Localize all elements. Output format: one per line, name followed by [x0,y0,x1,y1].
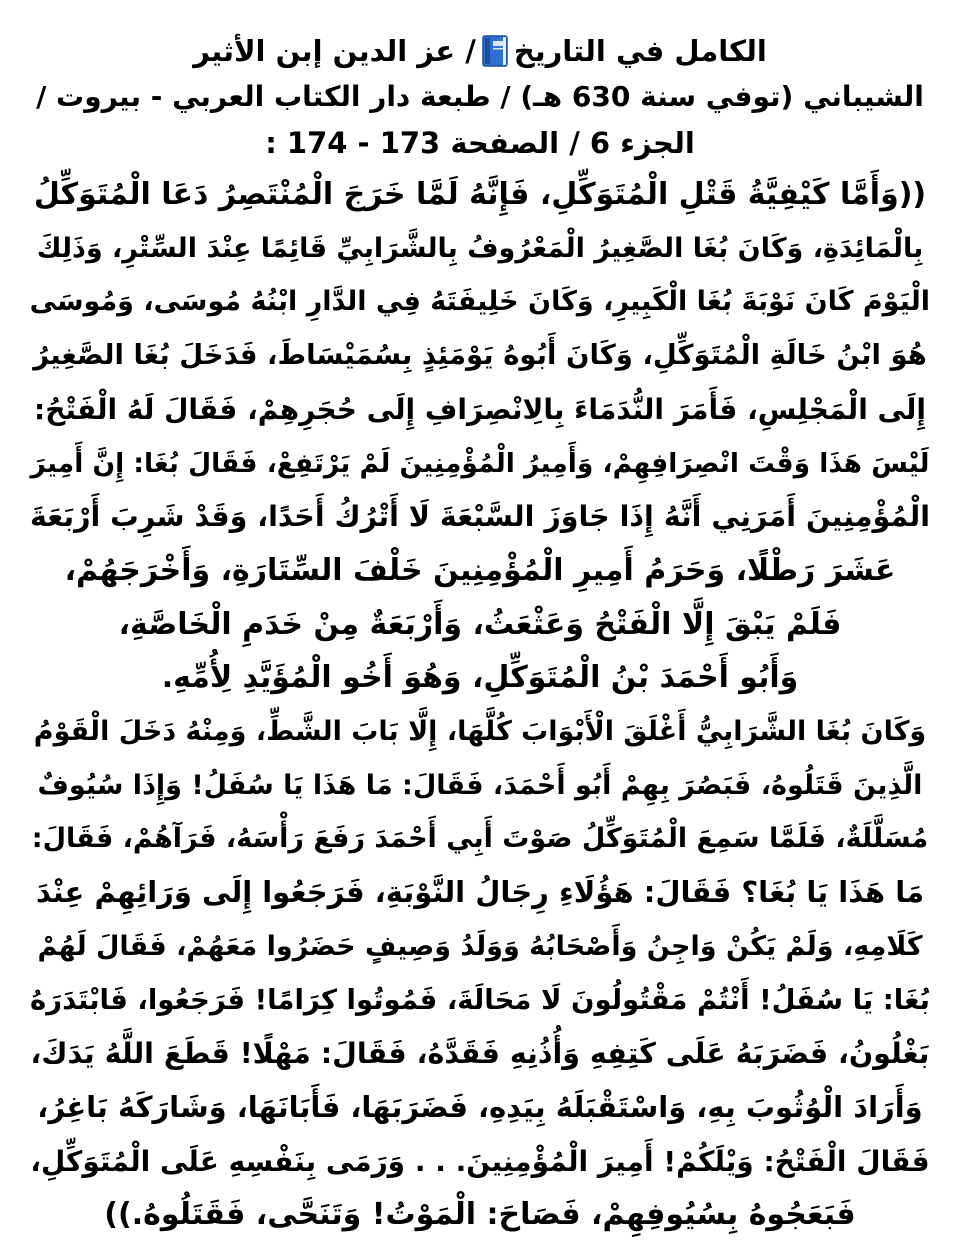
citation-header [30,28,930,166]
passage-line: عَشَرَ رَطْلًا، وَحَرَمُ أَمِيرِ الْمُؤْمِنِينَ خَلْفَ السِّتَارَةِ، وَأَخْرَجَهُمْ، [64,552,896,588]
passage-line: كَلَامِهِ، وَلَمْ يَكُنْ وَاجِنُ وَأَصْحَابُهُ وَوَلَدُ وَصِيفٍ حَضَرُوا مَعَهُمْ، فَقَالَ لَهُمْ [37,930,923,962]
passage-line: بُغَا: يَا سُفَلُ! أَنْتُمْ مَقْتُولُونَ لَا مَحَالَةَ، فَمُوتُوا كِرَامًا! فَرَجَعُوا، فَابْتَدَرَهُ [30,983,930,1016]
passage-line: إِلَى الْمَجْلِسِ، فَأَمَرَ النُّدَمَاءَ بِالِانْصِرَافِ إِلَى حُجَرِهِمْ، فَقَالَ لَهُ الْفَتْحُ: [34,392,926,426]
passage-line: هُوَ ابْنُ خَالَةِ الْمُتَوَكِّلِ، وَكَانَ أَبُوهُ يَوْمَئِذٍ بِسُمَيْسَاطَ، فَدَخَلَ بُغَا الصَّغِيرُ [33,339,927,372]
passage-line: فَقَالَ الْفَتْحُ: وَيْلَكُمْ! أَمِيرَ الْمُؤْمِنِينَ. . . وَرَمَى بِنَفْسِهِ عَلَى الْمُتَوَكِّلِ، [30,1144,930,1178]
passage-line: ((وَأَمَّا كَيْفِيَّةُ قَتْلِ الْمُتَوَكِّلِ، فَإِنَّهُ لَمَّا خَرَجَ الْمُنْتَصِرُ دَعَا الْمُتَوَكِّلُ [33,177,927,212]
citation-line-3: الجزء 6 / الصفحة 173 - 174 : [265,126,695,160]
passage-line: وَأَبُو أَحْمَدَ بْنُ الْمُتَوَكِّلِ، وَهُوَ أَخُو الْمُؤَيَّدِ لِأُمِّهِ. [161,660,799,696]
passage-line: الْمُؤْمِنِينَ أَمَرَنِي أَنَّهُ إِذَا جَاوَزَ السَّبْعَةَ لَا أَتْرُكُ أَحَدًا، وَقَدْ شَرِبَ أَرْبَعَةَ [30,500,930,534]
passage-line: مَا هَذَا يَا بُغَا؟ فَقَالَ: هَؤُلَاءِ رِجَالُ النَّوْبَةِ، فَرَجَعُوا إِلَى وَرَائِهِمْ عِنْدَ [35,875,925,910]
passage-line: وَكَانَ بُغَا الشَّرَابِيُّ أَغْلَقَ الْأَبْوَابَ كُلَّهَا، إِلَّا بَابَ الشَّطِّ، وَمِنْهُ دَخَلَ الْقَوْمُ [33,716,927,748]
passage-line: وَأَرَادَ الْوُثُوبَ بِهِ، وَاسْتَقْبَلَهُ بِيَدِهِ، فَضَرَبَهَا، فَأَبَانَهَا، وَشَارَكَهُ بَاغِرُ، [37,1089,923,1124]
passage-line: الْيَوْمَ كَانَ نَوْبَةَ بُغَا الْكَبِيرِ، وَكَانَ خَلِيفَتَهُ فِي الدَّارِ ابْنُهُ مُوسَى، وَمُوسَى [29,286,930,318]
book-author: / عز الدين إبن الأثير [193,34,476,68]
passage-line: مُسَلَّلَةٌ، فَلَمَّا سَمِعَ الْمُتَوَكِّلُ صَوْتَ أَبِي أَحْمَدَ رَفَعَ رَأْسَهُ، فَرَآهُمْ، فَقَالَ: [31,823,929,855]
passage-line: فَبَعَجُوهُ بِسُيُوفِهِمْ، فَصَاحَ: الْمَوْتُ! وَتَنَحَّى، فَقَتَلُوهُ.)) [104,1197,856,1233]
blue-book-icon [482,34,508,66]
passage-line: فَلَمْ يَبْقَ إِلَّا الْفَتْحُ وَعَثْعَثُ، وَأَرْبَعَةٌ مِنْ خَدَمِ الْخَاصَّةِ، [118,606,842,642]
citation-line-2: الشيباني (توفي سنة 630 هـ) / طبعة دار الكتاب العربي - بيروت / [36,80,924,113]
passage-line: بِالْمَائِدَةِ، وَكَانَ بُغَا الصَّغِيرُ الْمَعْرُوفُ بِالشَّرَابِيِّ قَائِمًا عِنْدَ السِّتْرِ، وَذَلِكَ [36,232,924,264]
book-title: الكامل في التاريخ [513,34,767,68]
passage-line: بَغْلُونُ، فَضَرَبَهُ عَلَى كَتِفِهِ وَأُذُنِهِ فَقَدَّهُ، فَقَالَ: مَهْلًا! قَطَعَ اللَّهُ يَدَكَ، [30,1037,930,1071]
passage-line: الَّذِينَ قَتَلُوهُ، فَبَصُرَ بِهِمْ أَبُو أَحْمَدَ، فَقَالَ: مَا هَذَا يَا سُفَلُ! وَإِذَا سُيُوفٌ [37,769,923,801]
passage-line: لَيْسَ هَذَا وَقْتَ انْصِرَافِهِمْ، وَأَمِيرُ الْمُؤْمِنِينَ لَمْ يَرْتَفِعْ، فَقَالَ بُغَا: إِنَّ أَمِيرَ [30,447,930,479]
citation-line-1 [30,28,930,74]
quoted-passage [30,168,930,1242]
